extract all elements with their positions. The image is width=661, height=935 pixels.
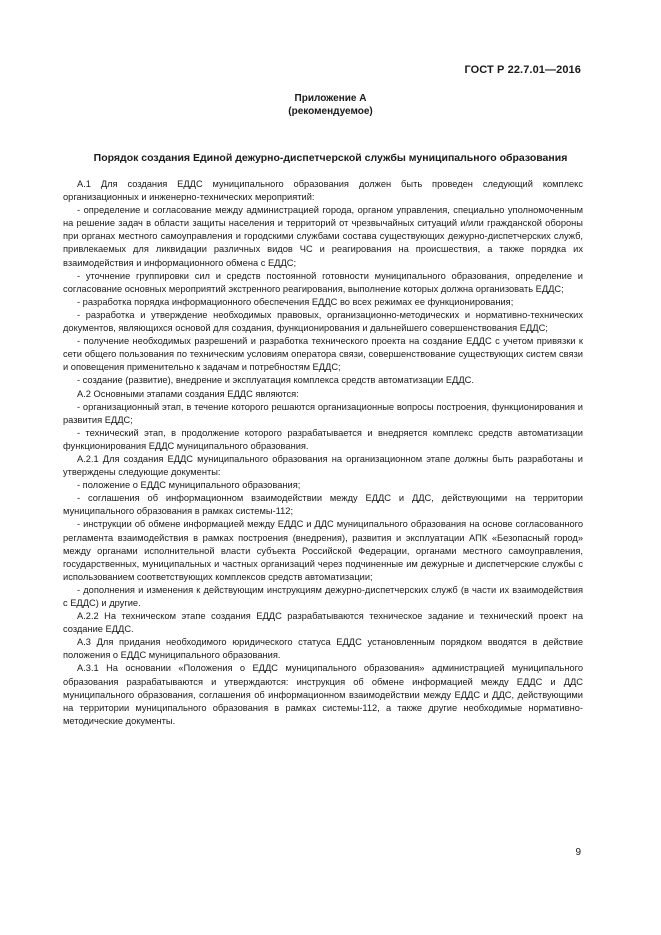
paragraph: А.2.2 На техническом этапе создания ЕДДС разрабатываются техническое задание и технический проект на создание ЕДДС.	[63, 611, 583, 635]
paragraph: - разработка и утверждение необходимых правовых, организационно-методических и нормативно-технических документов, являющихся основой для создания, функционирования и дальнейшего совершенствования ЕДДС;	[63, 309, 583, 334]
paragraph: - определение и согласование между администрацией города, органом управления, специально уполномоченным на решение задач в области защиты населения и территорий от чрезвычайных ситуаций и/или гражданской обороны при органах местного самоуправления и городскими службами состава существующих дежурно-диспетчерских служб, привлекаемых для ликвидации различных видов ЧС и реагирования на происшествия, а также порядка их взаимодействия и информационного обмена с ЕДДС;	[63, 205, 583, 268]
paragraph: - технический этап, в продолжение которого разрабатывается и внедряется комплекс средств автоматизации функционирования ЕДДС муниципального образования.	[63, 427, 583, 451]
document-title: Порядок создания Единой дежурно-диспетчерской службы муниципального образования	[93, 152, 568, 164]
paragraph: - создание (развитие), внедрение и эксплуатация комплекса средств автоматизации ЕДДС.	[77, 375, 474, 386]
paragraph: - дополнения и изменения к действующим инструкциям дежурно-диспетчерских служб (в части их взаимодействия с ЕДДС) и другие.	[63, 584, 583, 608]
page-number: 9	[575, 847, 581, 858]
paragraph: А.2 Основными этапами создания ЕДДС являются:	[77, 388, 299, 399]
paragraph: - положение о ЕДДС муниципального образования;	[77, 480, 301, 491]
paragraph: - организационный этап, в течение которого решаются организационные вопросы построения, функционирования и развития ЕДДС;	[63, 401, 583, 425]
document-body	[63, 178, 583, 728]
paragraph: - получение необходимых разрешений и разработка технического проекта на создание ЕДДС с учетом привязки к сети общего пользования по техническим условиям оператора связи, совершенствование существующих систем связи и оповещения применительно к задачам и потребностям ЕДДС;	[63, 336, 583, 373]
paragraph: А.2.1 Для создания ЕДДС муниципального образования на организационном этапе должны быть разработаны и утверждены следующие документы:	[63, 453, 583, 478]
paragraph: - разработка порядка информационного обеспечения ЕДДС во всех режимах ее функционирования;	[77, 296, 514, 307]
appendix-heading	[0, 92, 661, 118]
paragraph: - уточнение группировки сил и средств постоянной готовности муниципального образования, определение и согласование основных мероприятий экстренного реагирования, выполнение которых должна организовать ЕДДС;	[63, 270, 583, 294]
paragraph: А.3.1 На основании «Положения о ЕДДС муниципального образования» администрацией муниципального образования разрабатываются и утверждаются: инструкция об обмене информацией между ЕДДС и ДДС муниципального образования, соглашения об информационном взаимодействии между ЕДДС и ДДС, действующими на территории муниципального образования в рамках системы-112, а также другие необходимые нормативно-методические документы.	[63, 663, 583, 726]
appendix-label: Приложение А	[294, 93, 367, 104]
appendix-status: (рекомендуемое)	[288, 106, 373, 117]
paragraph: А.3 Для придания необходимого юридического статуса ЕДДС установленным порядком вводятся в действие положения о ЕДДС муниципального образования.	[63, 637, 583, 661]
paragraph: - соглашения об информационном взаимодействии между ЕДДС и ДДС, действующими на территории муниципального образования в рамках системы-112;	[63, 493, 583, 517]
paragraph: - инструкции об обмене информацией между ЕДДС и ДДС муниципального образования на основе согласованного регламента взаимодействия в рамках построения (внедрения), развития и эксплуатации АПК «Безопасный город» между органами исполнительной власти субъекта Российской Федерации, органами местного самоуправления, государственных, муниципальных и частных организаций через подчиненные им дежурные и диспетчерские службы с использованием соответствующих комплексов средств автоматизации;	[63, 519, 583, 582]
standard-header: ГОСТ Р 22.7.01—2016	[464, 64, 581, 76]
paragraph: А.1 Для создания ЕДДС муниципального образования должен быть проведен следующий комплекс организационных и инженерно-технических мероприятий:	[63, 179, 583, 203]
